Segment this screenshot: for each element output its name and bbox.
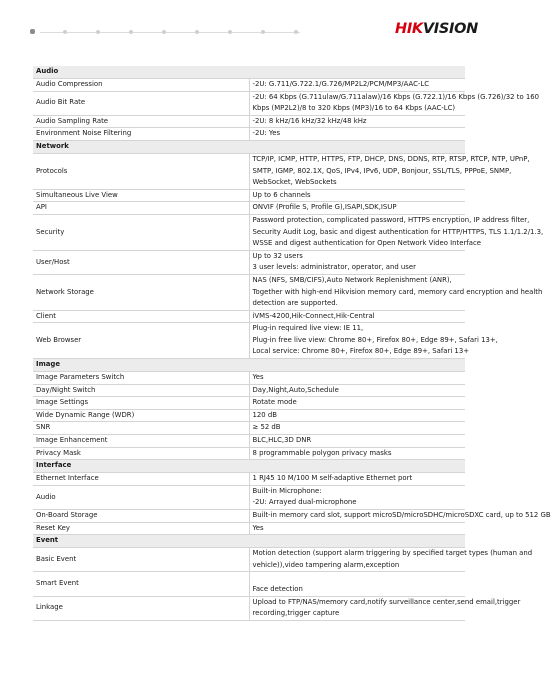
spec-value (249, 596, 521, 620)
spec-key: Day/Night Switch (33, 384, 249, 397)
spec-value-line: Plug-in required live view: IE 11, (252, 324, 364, 333)
spec-value (249, 91, 540, 115)
spec-value-line: ≥ 52 dB (252, 423, 281, 432)
spec-key: Security (33, 214, 249, 250)
spec-value-line: Local service: Chrome 80+, Firefox 80+, Edge 89+, Safari 13+ (252, 347, 469, 356)
spec-value-line: Together with high-end Hikvision memory card, memory card encryption and health (252, 287, 543, 296)
spec-value-line: WebSocket, WebSockets (252, 178, 337, 187)
spec-key: Linkage (33, 596, 249, 620)
spec-key: Audio (33, 485, 249, 509)
section-title: Network (33, 140, 465, 153)
spec-key: Image Settings (33, 397, 249, 410)
spec-row (33, 115, 465, 128)
spec-value (249, 310, 465, 323)
spec-key: Wide Dynamic Range (WDR) (33, 409, 249, 422)
spec-value (249, 397, 465, 410)
spec-key: User/Host (33, 250, 249, 274)
section-title: Event (33, 535, 465, 548)
spec-key: Audio Compression (33, 79, 249, 92)
spec-value (249, 115, 465, 128)
spec-row (33, 310, 465, 323)
spec-key: Audio Sampling Rate (33, 115, 249, 128)
spec-value-line: Day,Night,Auto,Schedule (252, 385, 339, 394)
spec-value-line: 3 user levels: administrator, operator, and user (252, 263, 416, 272)
spec-value (249, 250, 465, 274)
spec-key: Reset Key (33, 522, 249, 535)
spec-row (33, 372, 465, 385)
spec-value (249, 510, 551, 523)
spec-key: Image Enhancement (33, 435, 249, 448)
spec-key: SNR (33, 422, 249, 435)
spec-key: Image Parameters Switch (33, 372, 249, 385)
spec-value (249, 522, 465, 535)
spec-value-line: ONVIF (Profile S, Profile G),ISAPI,SDK,ISUP (252, 203, 397, 212)
spec-value-line: iVMS-4200,Hik-Connect,Hik-Central (252, 311, 375, 320)
header-dot (294, 30, 298, 34)
header-dots (30, 30, 300, 34)
spec-value (249, 384, 465, 397)
spec-key: API (33, 202, 249, 215)
spec-row (33, 422, 465, 435)
spec-table (33, 66, 551, 621)
spec-key: Basic Event (33, 548, 249, 572)
spec-value (249, 447, 465, 460)
spec-key: Protocols (33, 153, 249, 189)
spec-value-line: Yes (252, 373, 264, 382)
spec-key: Ethernet Interface (33, 473, 249, 486)
spec-value (249, 422, 465, 435)
spec-value-line: -2U: Arrayed dual-microphone (252, 498, 357, 507)
spec-row (33, 397, 465, 410)
header-dot (63, 30, 67, 34)
header-dot (96, 30, 100, 34)
spec-value (249, 202, 465, 215)
spec-row (33, 202, 465, 215)
header-dot (228, 30, 232, 34)
spec-row (33, 447, 465, 460)
section-header (33, 460, 465, 473)
spec-row (33, 384, 465, 397)
spec-row (33, 79, 465, 92)
spec-value (249, 473, 465, 486)
header-dot (261, 30, 265, 34)
spec-value (249, 79, 465, 92)
spec-key: Audio Bit Rate (33, 91, 249, 115)
spec-value (249, 128, 465, 141)
spec-value-line: Up to 6 channels (252, 190, 311, 199)
section-header (33, 66, 465, 79)
spec-value-line (253, 572, 466, 584)
spec-value-line: BLC,HLC,3D DNR (252, 436, 312, 445)
spec-value-line: Built-in Microphone: (252, 486, 322, 495)
spec-row (33, 548, 465, 572)
section-title: Interface (33, 460, 465, 473)
spec-value-line: NAS (NFS, SMB/CIFS),Auto Network Replenishment (ANR), (252, 275, 452, 284)
spec-key: Web Browser (33, 323, 249, 359)
spec-key: Environment Noise Filtering (33, 128, 249, 141)
section-header (33, 535, 465, 548)
spec-value-line: -2U: Yes (252, 129, 281, 138)
spec-value-line: 120 dB (252, 410, 277, 419)
spec-row (33, 153, 465, 189)
spec-value-line: 8 programmable polygon privacy masks (252, 448, 392, 457)
spec-row (33, 274, 465, 310)
spec-value-line: Security Audit Log, basic and digest authentication for HTTP/HTTPS, TLS 1.1/1.2/1.3, (252, 227, 544, 236)
spec-value-line: Built-in memory card slot, support microSD/microSDHC/microSDXC card, up to 512 GB (252, 511, 551, 519)
header-dot (30, 29, 35, 34)
spec-row (33, 435, 465, 448)
spec-value-line: TCP/IP, ICMP, HTTP, HTTPS, FTP, DHCP, DNS, DDNS, RTP, RTSP, RTCP, NTP, UPnP, (252, 154, 530, 163)
spec-value-line: recording,trigger capture (252, 609, 340, 618)
spec-value-line: -2U: 8 kHz/16 kHz/32 kHz/48 kHz (252, 116, 367, 125)
spec-row (33, 522, 465, 535)
spec-value-line: Up to 32 users (252, 251, 303, 260)
spec-row (33, 596, 465, 620)
page-header (0, 0, 498, 66)
section-title: Audio (33, 66, 465, 79)
spec-value (249, 548, 533, 572)
spec-value (249, 189, 465, 202)
spec-value-line: WSSE and digest authentication for Open Network Video Interface (252, 239, 481, 248)
spec-key: Client (33, 310, 249, 323)
spec-row (33, 473, 465, 486)
spec-value (249, 323, 498, 359)
spec-row (33, 214, 465, 250)
spec-value-line: -2U: 64 Kbps (G.711ulaw/G.711alaw)/16 Kbps (G.722.1)/16 Kbps (G.726)/32 to 160 (252, 92, 540, 101)
spec-value (249, 435, 465, 448)
spec-value-line: -2U: G.711/G.722.1/G.726/MP2L2/PCM/MP3/AAC-LC (252, 80, 430, 88)
spec-value-line: Password protection, complicated password, HTTPS encryption, IP address filter, (252, 215, 530, 224)
header-dot (129, 30, 133, 34)
spec-value (249, 372, 465, 385)
spec-row (33, 510, 465, 523)
spec-value-line: Rotate mode (252, 398, 297, 407)
spec-row (33, 189, 465, 202)
spec-row (33, 128, 465, 141)
header-dot (162, 30, 166, 34)
spec-value-line: Upload to FTP/NAS/memory card,notify surveillance center,send email,trigger (252, 597, 521, 606)
spec-value-line: Plug-in free live view: Chrome 80+, Firefox 80+, Edge 89+, Safari 13+, (252, 335, 498, 344)
spec-row (33, 572, 465, 596)
spec-value (249, 214, 544, 250)
spec-row (33, 409, 465, 422)
spec-key: Network Storage (33, 274, 249, 310)
spec-value-line: vehicle)),video tampering alarm,exception (252, 560, 400, 569)
spec-value-line: Yes (252, 523, 264, 532)
spec-value-line: SMTP, IGMP, 802.1X, QoS, IPv4, IPv6, UDP, Bonjour, SSL/TLS, PPPoE, SNMP, (252, 166, 512, 175)
spec-value-line: Motion detection (support alarm triggering by specified target types (human and (252, 549, 533, 558)
spec-key: Smart Event (33, 572, 249, 596)
spec-value-line: Kbps (MP2L2)/8 to 320 Kbps (MP3)/16 to 64 Kbps (AAC-LC) (252, 104, 456, 113)
header-dot (195, 30, 199, 34)
spec-key: On-Board Storage (33, 510, 249, 523)
spec-value-line: detection are supported. (252, 299, 338, 308)
section-title: Image (33, 359, 465, 372)
section-header (33, 140, 465, 153)
spec-value-line: 1 RJ45 10 M/100 M self-adaptive Ethernet port (252, 474, 413, 483)
spec-row (33, 485, 465, 509)
spec-value (249, 153, 530, 189)
spec-value (249, 572, 465, 596)
spec-value (249, 409, 465, 422)
section-header (33, 359, 465, 372)
spec-row (33, 250, 465, 274)
spec-value-line: Face detection (252, 584, 303, 593)
spec-key: Privacy Mask (33, 447, 249, 460)
spec-value (249, 485, 465, 509)
spec-row (33, 91, 465, 115)
spec-row (33, 323, 465, 359)
spec-key: Simultaneous Live View (33, 189, 249, 202)
hikvision-logo: HIKVISION (395, 21, 478, 37)
spec-value (249, 274, 543, 310)
